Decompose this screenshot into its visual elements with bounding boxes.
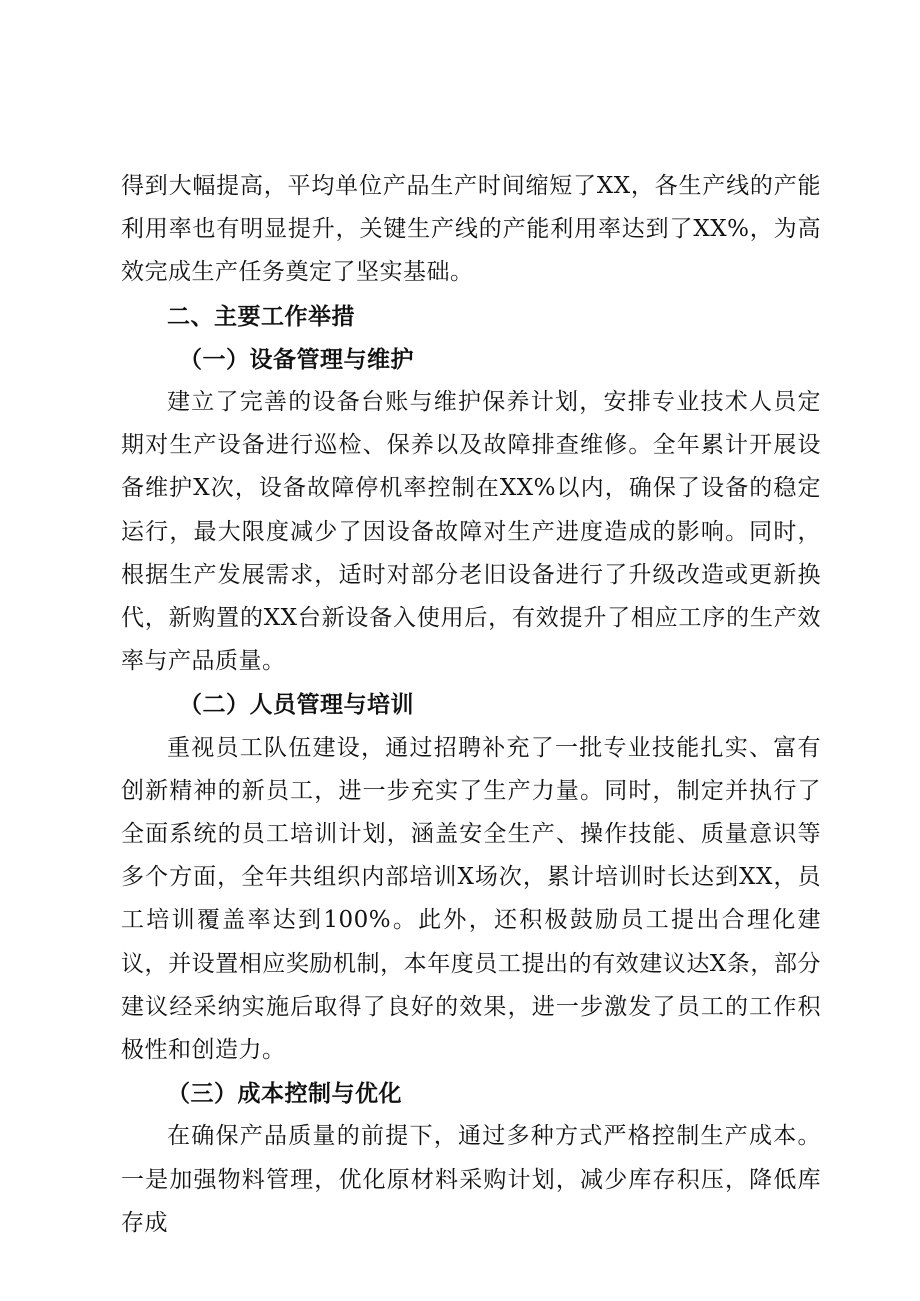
section-heading-main-measures: 二、主要工作举措 xyxy=(167,302,355,330)
paragraph-cost-control: 在确保产品质量的前提下，通过多种方式严格控制生产成本。一是加强物料管理，优化原材料采购计划，减少库存积压，降低库存成 xyxy=(121,1123,821,1236)
paragraph-continuation: 得到大幅提高，平均单位产品生产时间缩短了XX，各生产线的产能利用率也有明显提升，关键生产线的产能利用率达到了XX%，为高效完成生产任务奠定了坚实基础。 xyxy=(121,173,821,286)
paragraph-equipment-management: 建立了完善的设备台账与维护保养计划，安排专业技术人员定期对生产设备进行巡检、保养以及故障排查维修。全年累计开展设备维护X次，设备故障停机率控制在XX%以内，确保了设备的稳定运行，最大限度减少了因设备故障对生产进度造成的影响。同时，根据生产发展需求，适时对部分老旧设备进行了升级改造或更新换代，新购置的XX台新设备入使用后，有效提升了相应工序的生产效率与产品质量。 xyxy=(121,389,821,675)
subheading-cost-control: （三）成本控制与优化 xyxy=(167,1080,402,1108)
paragraph-personnel-management: 重视员工队伍建设，通过招聘补充了一批专业技能扎实、富有创新精神的新员工，进一步充实了生产力量。同时，制定并执行了全面系统的员工培训计划，涵盖安全生产、操作技能、质量意识等多个方面，全年共组织内部培训X场次，累计培训时长达到XX，员工培训覆盖率达到100%。此外，还积极鼓励员工提出合理化建议，并设置相应奖励机制，本年度员工提出的有效建议达X条，部分建议经采纳实施后取得了良好的效果，进一步激发了员工的工作积极性和创造力。 xyxy=(121,734,821,1064)
subheading-personnel-management: （二）人员管理与培训 xyxy=(179,691,414,719)
subheading-equipment-management: （一）设备管理与维护 xyxy=(179,345,414,373)
document-body xyxy=(121,165,821,1245)
